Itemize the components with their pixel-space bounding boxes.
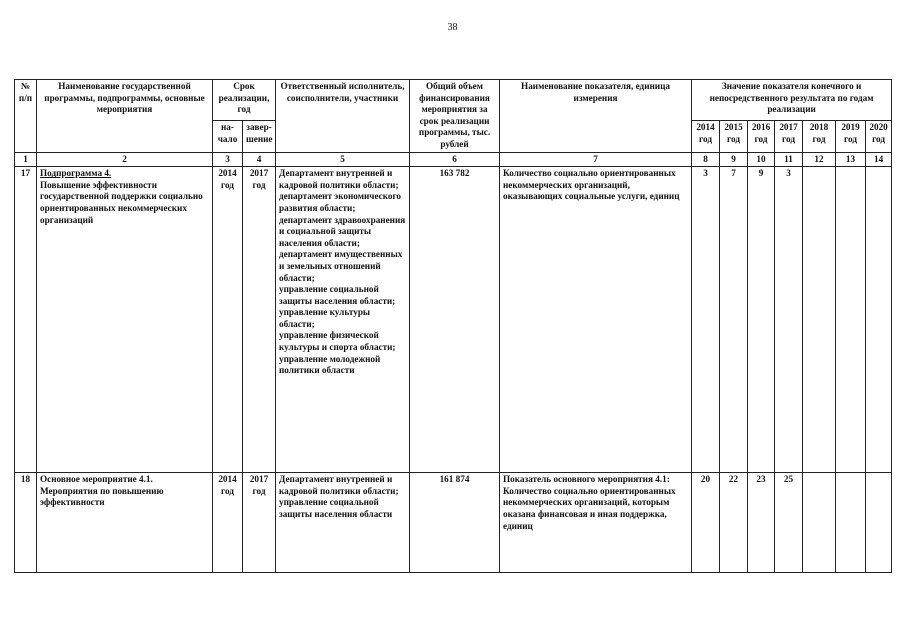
- row-volume: 161 874: [410, 473, 500, 573]
- row-name-text: Повышение эффективности государственной поддержки социально ориентированных некоммерческих организаций: [40, 179, 203, 225]
- row-volume: 163 782: [410, 167, 500, 473]
- header-values: Значение показателя конечного и непосредственного результата по годам реализации: [692, 80, 892, 121]
- column-number: 6: [410, 152, 500, 167]
- row-indicator: Показатель основного мероприятия 4.1: Количество социально ориентированных некоммерческих организаций, которым оказана финансовая и иная поддержка, единиц: [500, 473, 692, 573]
- row-end: 2017 год: [243, 473, 276, 573]
- row-value: 25: [775, 473, 803, 573]
- column-number: 11: [775, 152, 803, 167]
- row-value: [836, 167, 866, 473]
- row-start: 2014 год: [213, 167, 243, 473]
- column-number: 10: [748, 152, 775, 167]
- column-number: 8: [692, 152, 720, 167]
- row-start: 2014 год: [213, 473, 243, 573]
- row-value: 7: [720, 167, 748, 473]
- header-responsible: Ответственный исполнитель, соисполнители, участники: [276, 80, 410, 153]
- column-number: 13: [836, 152, 866, 167]
- header-name: Наименование государственной программы, подпрограммы, основные мероприятия: [37, 80, 213, 153]
- column-number: 7: [500, 152, 692, 167]
- row-value: 23: [748, 473, 775, 573]
- column-number: 2: [37, 152, 213, 167]
- header-year: 2016 год: [748, 121, 775, 153]
- row-name: [37, 167, 213, 473]
- subprogram-link[interactable]: Подпрограмма 4.: [40, 168, 112, 179]
- header-num: № п/п: [15, 80, 37, 153]
- row-value: 20: [692, 473, 720, 573]
- column-number: 14: [866, 152, 892, 167]
- row-value: 3: [775, 167, 803, 473]
- header-volume: Общий объем финансирования мероприятия за срок реализации программы, тыс. рублей: [410, 80, 500, 153]
- header-year: 2015 год: [720, 121, 748, 153]
- header-year: 2014 год: [692, 121, 720, 153]
- row-value: 9: [748, 167, 775, 473]
- row-name-text: Основное мероприятие 4.1. Мероприятия по повышению эффективности: [37, 473, 213, 573]
- header-year: 2020 год: [866, 121, 892, 153]
- column-number: 1: [15, 152, 37, 167]
- header-start: на-чало: [213, 121, 243, 153]
- row-value: [866, 473, 892, 573]
- column-number: 3: [213, 152, 243, 167]
- column-number: 5: [276, 152, 410, 167]
- header-year: 2018 год: [803, 121, 836, 153]
- row-indicator: Количество социально ориентированных некоммерческих организаций, оказывающих социальные услуги, единиц: [500, 167, 692, 473]
- header-period: Срок реализации, год: [213, 80, 276, 121]
- table-row: [15, 167, 892, 473]
- column-number: 12: [803, 152, 836, 167]
- header-year: 2019 год: [836, 121, 866, 153]
- row-value: [866, 167, 892, 473]
- row-responsible: Департамент внутренней и кадровой политики области; департамент экономического развития области; департамент здравоохранения и социальной защиты населения области; департамент имущественных и земельных отношений области; управление социальной защиты населения области; управление культуры области; управление физической культуры и спорта области; управление молодежной политики области: [276, 167, 410, 473]
- row-value: 3: [692, 167, 720, 473]
- column-number: 9: [720, 152, 748, 167]
- column-number: 4: [243, 152, 276, 167]
- header-end: завер-шение: [243, 121, 276, 153]
- row-value: 22: [720, 473, 748, 573]
- row-value: [803, 167, 836, 473]
- header-year: 2017 год: [775, 121, 803, 153]
- row-value: [836, 473, 866, 573]
- column-number-row: [15, 152, 892, 167]
- table-row: [15, 473, 892, 573]
- program-table: [14, 79, 892, 573]
- header-indicator: Наименование показателя, единица измерения: [500, 80, 692, 153]
- row-responsible: Департамент внутренней и кадровой политики области; управление социальной защиты населения области: [276, 473, 410, 573]
- header-row-1: [15, 80, 892, 121]
- row-value: [803, 473, 836, 573]
- row-end: 2017 год: [243, 167, 276, 473]
- page-number: 38: [447, 22, 458, 33]
- row-number: 17: [15, 167, 37, 473]
- row-number: 18: [15, 473, 37, 573]
